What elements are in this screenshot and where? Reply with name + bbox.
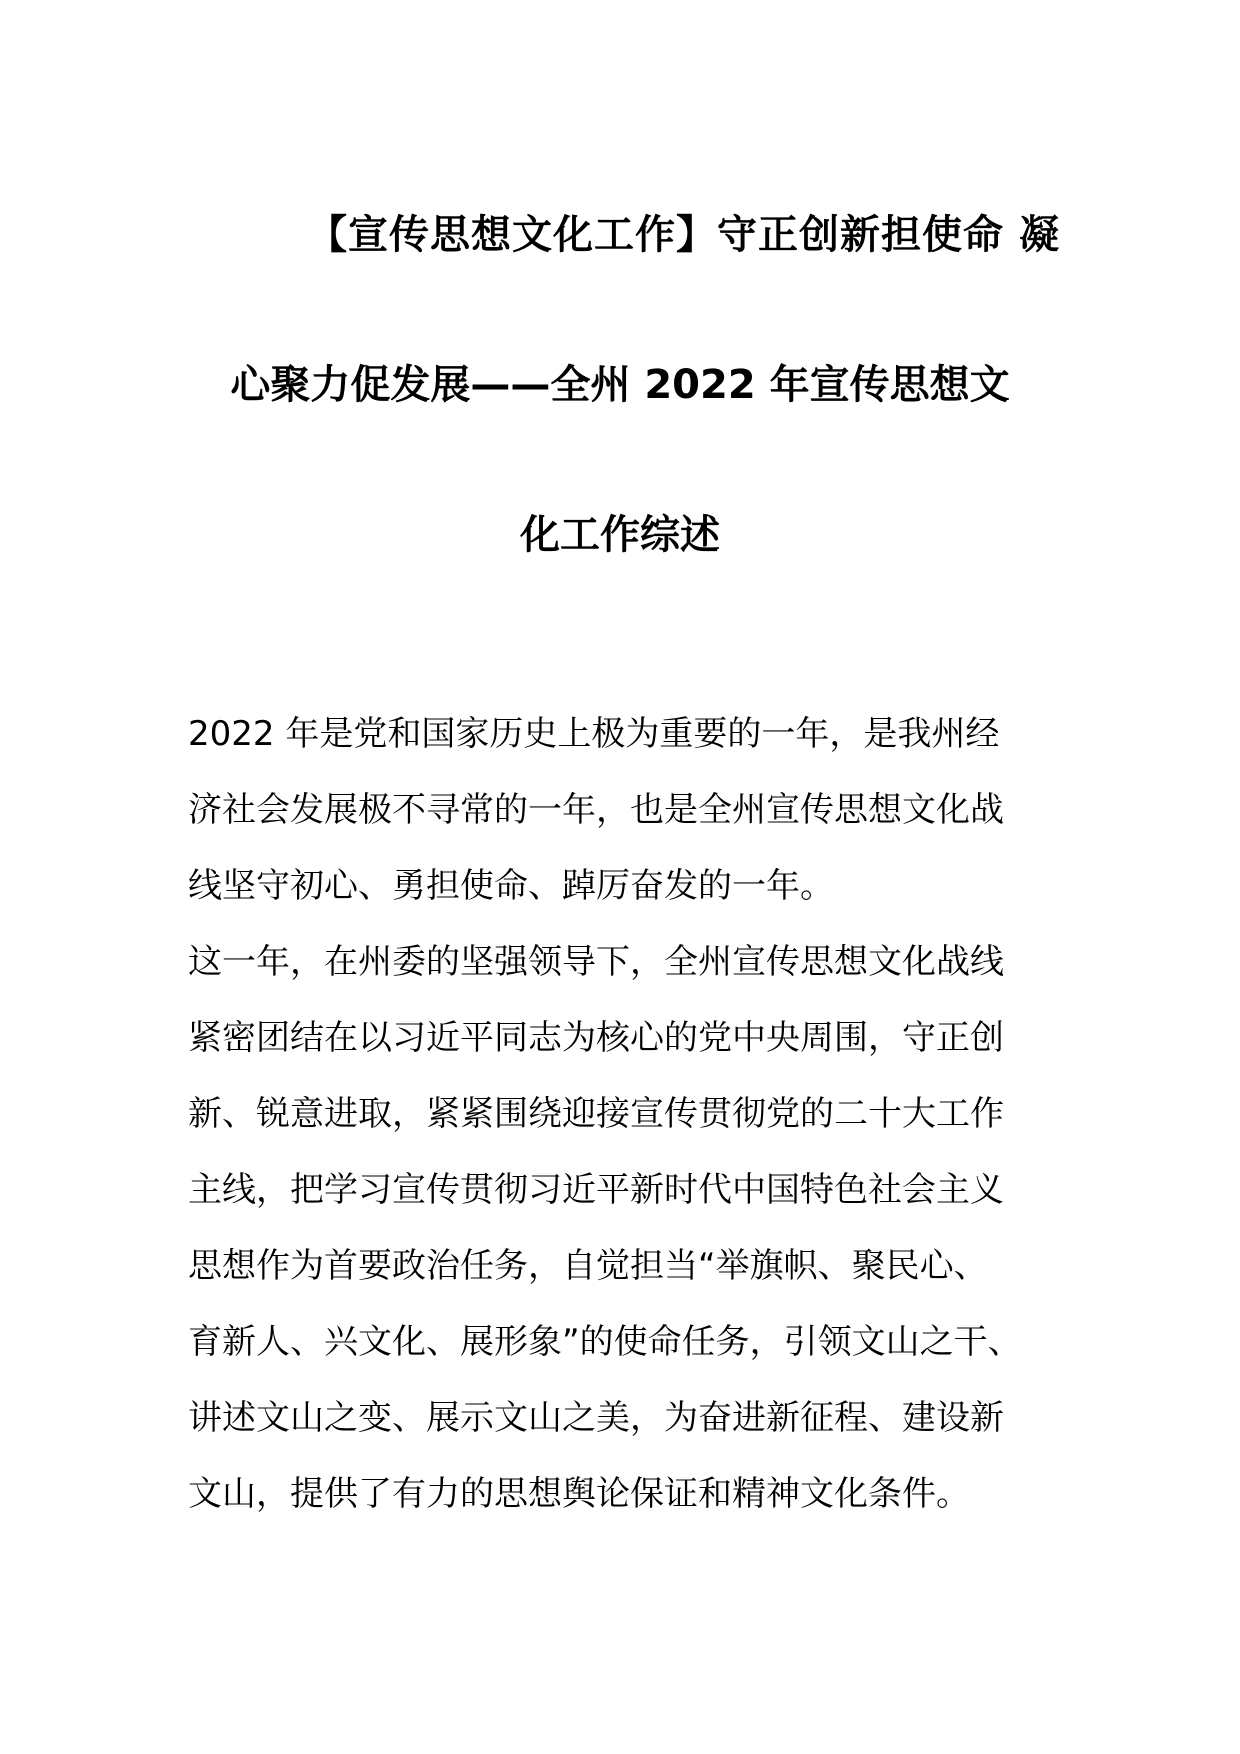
paragraph-line: 2022 年是党和国家历史上极为重要的一年，是我州经	[188, 714, 1000, 754]
document-title	[180, 200, 1060, 650]
paragraph-line: 主线，把学习宣传贯彻习近平新时代中国特色社会主义	[188, 1170, 1004, 1210]
paragraph-line: 这一年，在州委的坚强领导下，全州宣传思想文化战线	[188, 942, 1004, 982]
paragraph-line: 文山，提供了有力的思想舆论保证和精神文化条件。	[188, 1474, 970, 1514]
title-line-2: 心聚力促发展——全州 2022 年宣传思想文	[230, 362, 1010, 408]
paragraph-line: 讲述文山之变、展示文山之美，为奋进新征程、建设新	[188, 1398, 1004, 1438]
paragraph-line: 思想作为首要政治任务，自觉担当“举旗帜、聚民心、	[188, 1246, 988, 1286]
paragraph-line: 育新人、兴文化、展形象”的使命任务，引领文山之干、	[188, 1322, 1022, 1362]
paragraph-line: 线坚守初心、勇担使命、踔厉奋发的一年。	[188, 866, 834, 906]
paragraph-line: 济社会发展极不寻常的一年，也是全州宣传思想文化战	[188, 790, 1004, 830]
paragraph-line: 紧密团结在以习近平同志为核心的党中央周围，守正创	[188, 1018, 1004, 1058]
paragraph-1	[188, 696, 1088, 924]
title-line-3: 化工作综述	[520, 512, 720, 558]
title-line-1: 【宣传思想文化工作】守正创新担使命 凝	[307, 212, 1060, 258]
paragraph-2	[188, 924, 1088, 1532]
paragraph-line: 新、锐意进取，紧紧围绕迎接宣传贯彻党的二十大工作	[188, 1094, 1004, 1134]
document-body	[188, 696, 1088, 1532]
